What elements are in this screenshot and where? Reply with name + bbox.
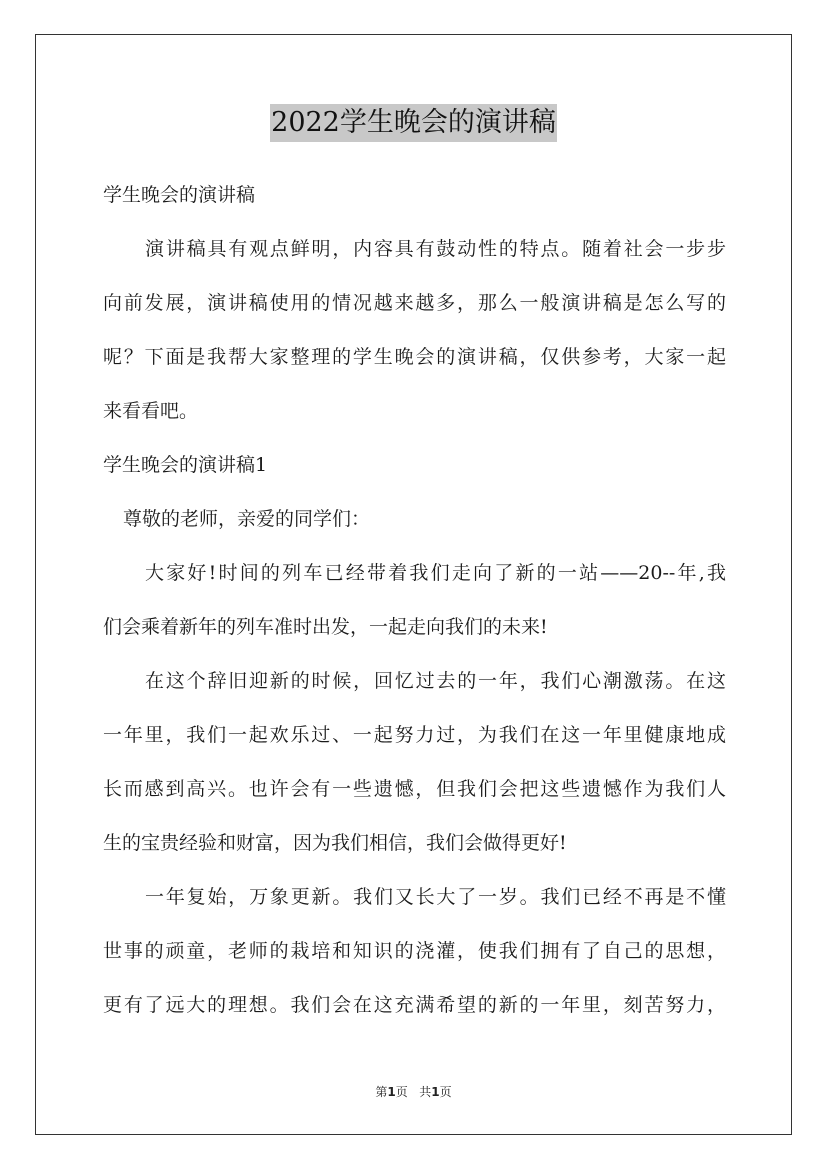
paragraph-line: 更有了远大的理想。我们会在这充满希望的新的一年里，刻苦努力， (103, 994, 726, 1016)
paragraph-line: 世事的顽童，老师的栽培和知识的浇灌，使我们拥有了自己的思想， (103, 940, 726, 962)
paragraph-line: 在这个辞旧迎新的时候，回忆过去的一年，我们心潮激荡。在这 (145, 670, 726, 692)
footer-page-number: 1 (387, 1085, 396, 1099)
title-container (0, 104, 827, 142)
paragraph-line: 生的宝贵经验和财富，因为我们相信，我们会做得更好! (103, 832, 567, 854)
paragraph-line: 来看看吧。 (103, 400, 199, 422)
paragraph-line: 一年复始，万象更新。我们又长大了一岁。我们已经不再是不懂 (145, 886, 726, 908)
footer-total-pages: 1 (431, 1085, 440, 1099)
section-heading: 学生晚会的演讲稿 (103, 184, 256, 206)
paragraph-line: 向前发展，演讲稿使用的情况越来越多，那么一般演讲稿是怎么写的 (103, 292, 726, 314)
footer-total-prefix: 共 (419, 1085, 432, 1099)
salutation-line: 尊敬的老师，亲爱的同学们： (123, 508, 371, 530)
footer-page-suffix: 页 (395, 1085, 408, 1099)
paragraph-line: 一年里，我们一起欢乐过、一起努力过，为我们在这一年里健康地成 (103, 724, 726, 746)
paragraph-line: 们会乘着新年的列车准时出发，一起走向我们的未来! (103, 616, 548, 638)
paragraph-line: 长而感到高兴。也许会有一些遗憾，但我们会把这些遗憾作为我们人 (103, 778, 726, 800)
paragraph-line: 大家好!时间的列车已经带着我们走向了新的一站——20--年,我 (145, 562, 726, 584)
footer-total-suffix: 页 (439, 1085, 452, 1099)
page-footer (0, 1083, 827, 1100)
paragraph-line: 演讲稿具有观点鲜明，内容具有鼓动性的特点。随着社会一步步 (145, 238, 726, 260)
section-heading: 学生晚会的演讲稿1 (103, 454, 268, 476)
paragraph-line: 呢？下面是我帮大家整理的学生晚会的演讲稿，仅供参考，大家一起 (103, 346, 726, 368)
footer-prefix: 第 (375, 1085, 388, 1099)
document-title: 2022学生晚会的演讲稿 (270, 104, 557, 142)
document-body (103, 168, 726, 1032)
